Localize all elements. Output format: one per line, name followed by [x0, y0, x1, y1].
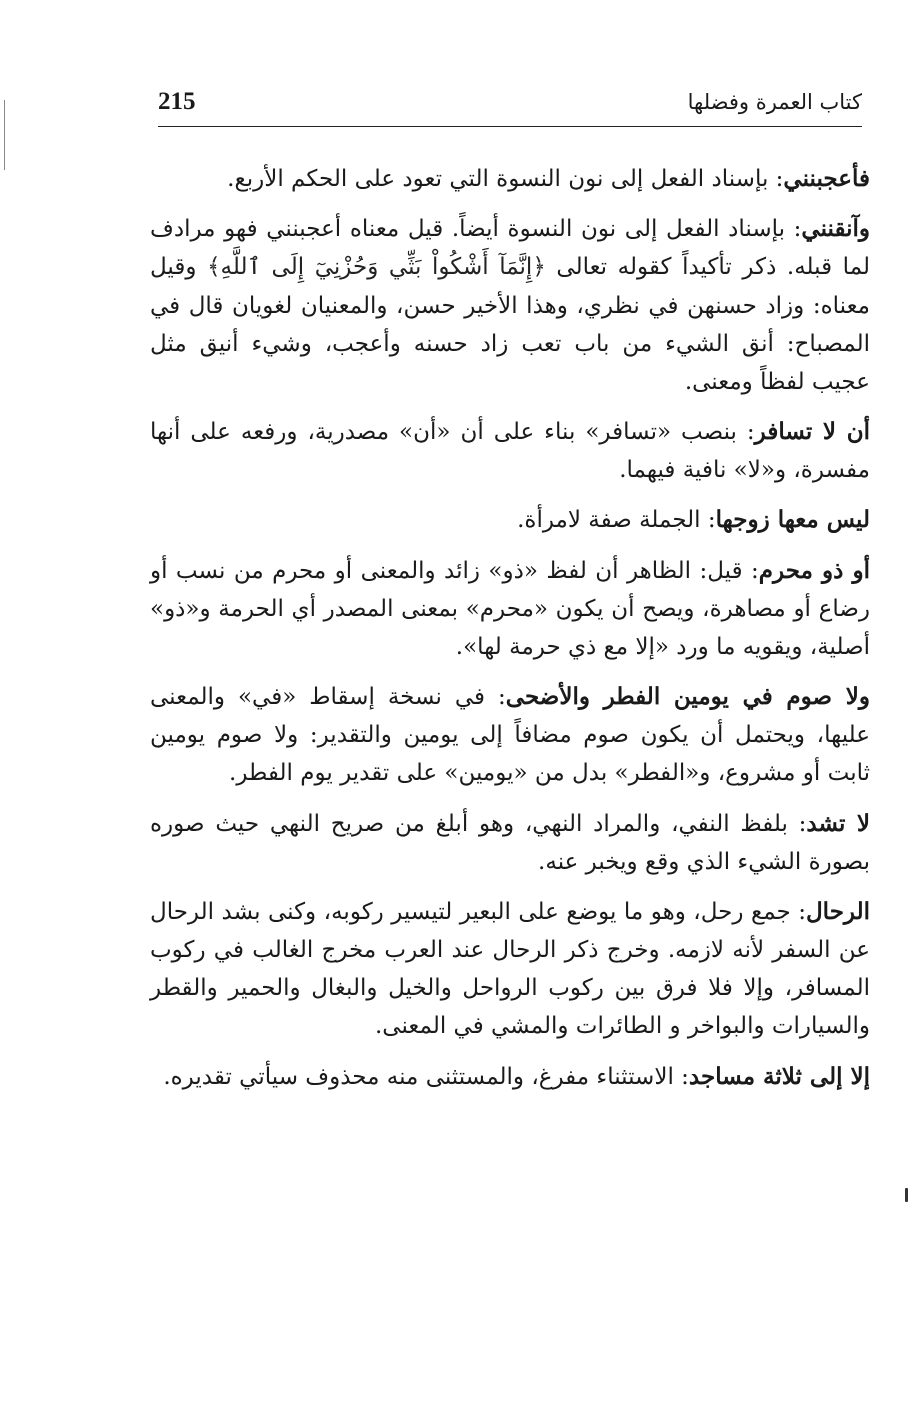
entry-faajabnani [150, 160, 870, 198]
entry-term: أن لا تسافر [754, 418, 870, 446]
entry-text: : الجملة صفة لامرأة. [517, 507, 716, 534]
running-title: كتاب العمرة وفضلها [687, 90, 862, 114]
entry-text: : بنصب «تسافر» بناء على أن «أن» مصدرية، ورفعه على أنها مفسرة، و«لا» نافية فيهما. [150, 419, 870, 484]
entry-term: إلا إلى ثلاثة مساجد [688, 1062, 870, 1090]
entry-term: الرحال [805, 897, 870, 925]
page-body [150, 160, 870, 1108]
entry-illa-ila-thalathat-masajid [150, 1058, 870, 1096]
entry-text: : في نسخة إسقاط «في» والمعنى عليها، ويحتمل أن يكون صوم مضافاً إلى يومين والتقدير: ولا صوم يومين ثابت أو مشروع، و«الفطر» بدل من «يومين» على تقدير يوم الفطر. [150, 684, 870, 787]
entry-an-la-tusafir [150, 413, 870, 489]
page-header [158, 82, 862, 127]
entry-term: وآنقنني [801, 215, 870, 243]
entry-text: : جمع رحل، وهو ما يوضع على البعير لتيسير ركوبه، وكنى بشد الرحال عن السفر لأنه لازمه. وخرج ذكر الرحال عند العرب مخرج الغالب في ركوب المسافر، وإلا فلا فرق بين ركوب الرواحل والخيل والبغال والحمير والقطر والسيارات والبواخر و الطائرات والمشي في المعنى. [150, 898, 870, 1040]
entry-term: أو ذو محرم [758, 556, 870, 584]
entry-term: ولا صوم في يومين الفطر والأضحى [505, 683, 870, 711]
entry-la-tushadd [150, 805, 870, 881]
quran-verse: ﴿إِنَّمَآ أَشْكُواْ بَثِّي وَحُزْنِيٓ إِلَى ٱللَّهِ﴾ [207, 254, 546, 281]
entry-text: : الاستثناء مفرغ، والمستثنى منه محذوف سيأتي تقديره. [163, 1063, 689, 1090]
entry-aw-dhu-mahram [150, 552, 870, 667]
page-number: 215 [158, 88, 196, 115]
scan-edge-mark [4, 100, 5, 170]
entry-term: ليس معها زوجها [715, 506, 870, 534]
entry-al-rihal [150, 893, 870, 1046]
entry-text: : بإسناد الفعل إلى نون النسوة التي تعود على الحكم الأربع. [227, 166, 784, 192]
entry-text-continued: وقيل معناه: وزاد حسنهن في نظري، وهذا الأخير حسن، والمعنيان لغويان قال في المصباح: أنق الشيء من باب تعب زاد حسنه وأعجب، وشيء أنيق مثل عجيب لفظاً ومعنى. [150, 254, 870, 395]
entry-text: : بإسناد الفعل إلى نون النسوة أيضاً. قيل معناه أعجبنني فهو مرادف لما قبله. ذكر تأكيداً كقوله تعالى [150, 216, 870, 281]
entry-laysa-maaha-zawjuha [150, 501, 870, 539]
scan-margin-mark [905, 1188, 908, 1202]
entry-waanaqnani [150, 210, 870, 401]
entry-text: : قيل: الظاهر أن لفظ «ذو» زائد والمعنى أو محرم من نسب أو رضاع أو مصاهرة، ويصح أن يكون «محرم» بمعنى المصدر أي الحرمة و«ذو» أصلية، ويقويه ما ورد «إلا مع ذي حرمة لها». [150, 557, 870, 660]
entry-text: : بلفظ النفي، والمراد النهي، وهو أبلغ من صريح النهي حيث صوره بصورة الشيء الذي وقع ويخبر عنه. [150, 810, 870, 875]
entry-term: لا تشد [806, 809, 870, 837]
entry-wala-sawm [150, 678, 870, 793]
entry-term: فأعجبنني [783, 165, 870, 192]
